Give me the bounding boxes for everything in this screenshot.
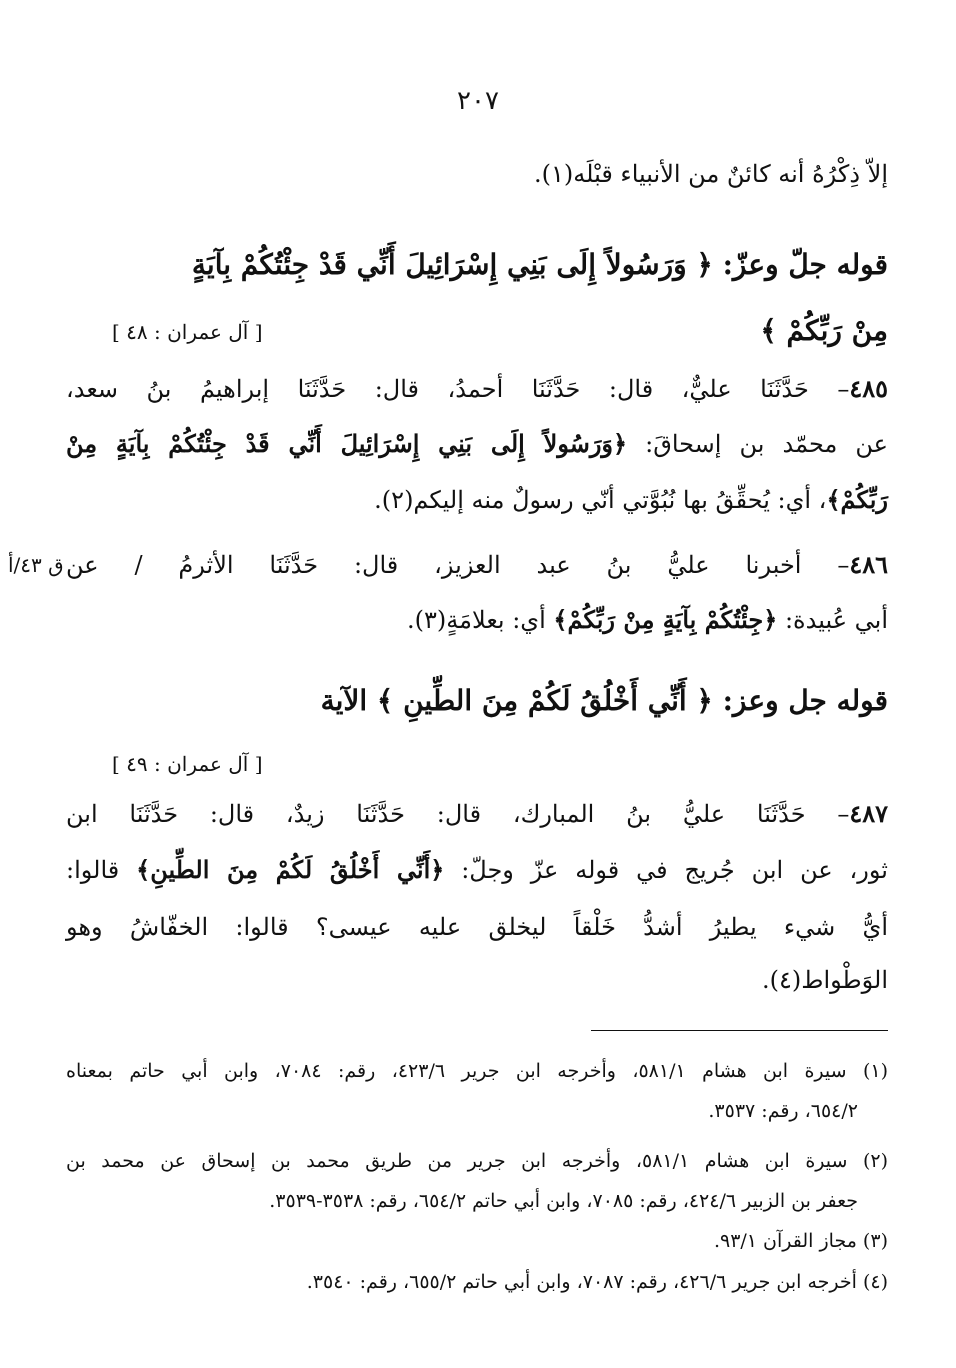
section2-reference: [ آل عمران : ٤٩ ] [112, 752, 263, 776]
hadith485-line3 [66, 483, 888, 517]
hadith487-verse: ﴿أَنِّي أَخْلُقُ لَكُمْ مِنَ الطِّينِ﴾ [136, 855, 445, 884]
footnote-2-line2: جعفر بن الزبير ٤٢٤/٦، رقم: ٧٠٨٥، وابن أبي حاتم ٦٥٤/٢، رقم: ٣٥٣٨-٣٥٣٩. [269, 1190, 858, 1212]
hadith486-text1: – أخبرنا عليُّ بنُ عبد العزيز، قال: حَدَّثَنَا الأثرمُ / عن [66, 551, 850, 579]
hadith485-text2: عن محمّد بن إسحاقَ: [645, 430, 888, 458]
hadith486-tail: أي: بعلامَةٍ(٣). [407, 606, 546, 634]
footnote-1-line1: (١) سيرة ابن هشام ٥٨١/١، وأخرجه ابن جرير ٤٢٣/٦، رقم: ٧٠٨٤، وابن أبي حاتم بمعناه [66, 1060, 888, 1082]
footnote-separator [591, 1030, 888, 1031]
hadith487-tail: قالوا: [66, 856, 120, 884]
hadith487-text2: ثور، عن ابن جُريج في قوله عزّ وجلّ: [461, 856, 888, 884]
hadith487-number: ٤٨٧ [849, 799, 888, 828]
section2-heading-prefix: قوله جل وعز: [722, 684, 888, 717]
hadith485-number: ٤٨٥ [849, 374, 888, 403]
hadith486-text2: أبي عُبيدة: [784, 606, 888, 634]
hadith486-line2 [66, 603, 888, 637]
hadith487-text1: – حَدَّثَنَا عليُّ بنُ المبارك، قال: حَدَّثَنَا زيدٌ، قال: حَدَّثَنَا ابن [66, 800, 850, 828]
section2-heading-verse: ﴿ أَنِّي أَخْلُقُ لَكُمْ مِنَ الطِّينِ ﴾ [376, 684, 713, 717]
section1-heading-prefix: قوله جلّ وعزّ: [722, 248, 888, 281]
section1-reference: [ آل عمران : ٤٨ ] [112, 320, 263, 344]
section2-heading-suffix: الآية [320, 684, 368, 717]
hadith485-text3: ، أي: يُحقِّقُ بها نُبُوَّتي أنّي رسولٌ منه إليكم(٢). [374, 486, 827, 514]
hadith487-line3: أيُّ شيء يطيرُ أشدُّ خَلْقاً ليخلق عليه عيسى؟ قالوا: الخفّاشُ وهو [66, 913, 888, 941]
hadith487-line4: الوَطْواط(٤). [762, 966, 888, 994]
hadith486-line1 [66, 548, 888, 582]
hadith487-line1 [66, 797, 888, 831]
hadith486-verse: ﴿جِئْتُكُمْ بِآيَةٍ مِنْ رَبِّكُمْ﴾ [553, 605, 778, 634]
hadith485-verse: ﴿وَرَسُولاً إِلَى بَنِي إِسْرَائِيلَ أَنِّي قَدْ جِئْتُكُمْ بِآيَةٍ مِنْ [66, 429, 628, 458]
section1-heading-line1 [66, 248, 888, 282]
footnote-4: (٤) أخرجه ابن جرير ٤٢٦/٦، رقم: ٧٠٨٧، وابن أبي حاتم ٦٥٥/٢، رقم: ٣٥٤٠. [306, 1271, 888, 1293]
page-number: ٢٠٧ [457, 86, 499, 116]
footnote-3: (٣) مجاز القرآن ٩٣/١. [713, 1230, 888, 1252]
footnote-1-line2: ٦٥٤/٢، رقم: ٣٥٣٧. [708, 1100, 858, 1122]
hadith485-verse-end: رَبِّكُمْ﴾ [826, 485, 888, 514]
hadith485-line1 [66, 372, 888, 406]
hadith485-text1: – حَدَّثَنَا عليٌّ، قال: حَدَّثَنَا أحمدُ، قال: حَدَّثَنَا إبراهيمُ بنُ سعد، [66, 375, 850, 403]
hadith487-line2 [66, 853, 888, 887]
hadith485-line2 [66, 427, 888, 461]
intro-line: إلاّ ذِكْرُهُ أنه كائنٌ من الأنبياء قبْلَه(١). [534, 160, 888, 188]
section2-heading [66, 684, 888, 718]
section1-heading-verse: ﴿ وَرَسُولاً إِلَى بَنِي إِسْرَائِيلَ أَنِّي قَدْ جِئْتُكُمْ بِآيَةٍ [191, 248, 713, 281]
footnote-2-line1: (٢) سيرة ابن هشام ٥٨١/١، وأخرجه ابن جرير من طريق محمد بن إسحاق عن محمد بن [66, 1150, 888, 1172]
manuscript-folio-note: ق ٤٣/أ [8, 553, 64, 577]
hadith486-number: ٤٨٦ [849, 550, 888, 579]
section1-heading-line2: مِنْ رَبِّكُمْ ﴾ [760, 314, 888, 347]
